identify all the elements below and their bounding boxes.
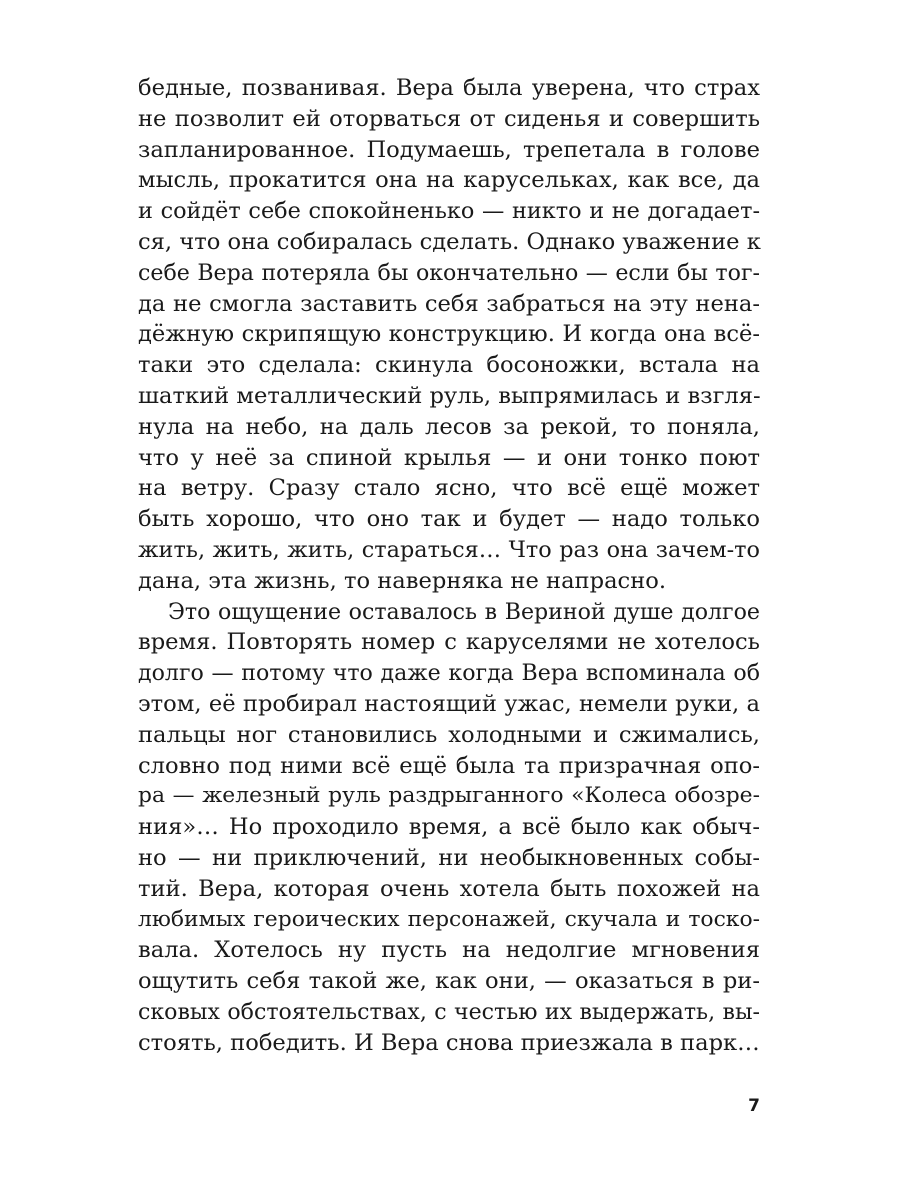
text-line: ра — железный руль раздрыганного «Колеса обозре- xyxy=(138,783,760,809)
text-line: но — ни приключений, ни необыкновенных собы- xyxy=(138,844,760,871)
text-line: долго — потому что даже когда Вера вспоминала об xyxy=(138,660,760,687)
text-line: что у неё за спиной крылья — и они тонко поют xyxy=(138,444,760,471)
page-number: 7 xyxy=(748,1096,760,1116)
text-line: быть хорошо, что оно так и будет — надо только xyxy=(138,506,760,533)
text-line: мысль, прокатится она на карусельках, как все, да xyxy=(138,167,760,194)
text-line: и сойдёт себе спокойненько — никто и не догадает- xyxy=(138,198,760,225)
text-line: шаткий металлический руль, выпрямилась и взгля- xyxy=(138,382,761,409)
text-line: себе Вера потеряла бы окончательно — если бы тог- xyxy=(138,259,760,286)
text-line: запланированное. Подумаешь, трепетала в голове xyxy=(138,136,760,163)
text-line: жить, жить, жить, стараться… Что раз она зачем-то xyxy=(138,536,760,563)
text-line: стоять, победить. И Вера снова приезжала в парк… xyxy=(138,1029,760,1056)
paragraph-2 xyxy=(138,597,760,1059)
text-line: дана, эта жизнь, то наверняка не напрасно. xyxy=(138,567,667,594)
body-text xyxy=(138,73,760,1059)
text-line: пальцы ног становились холодными и сжимались, xyxy=(138,721,760,748)
text-line: бедные, позванивая. Вера была уверена, что страх xyxy=(138,75,760,101)
text-line: да не смогла заставить себя забраться на эту нена- xyxy=(138,290,760,317)
text-line: Это ощущение оставалось в Вериной душе долгое xyxy=(168,598,760,625)
text-line: ощутить себя такой же, как они, — оказаться в ри- xyxy=(138,968,760,995)
text-line: ся, что она собиралась сделать. Однако уважение к xyxy=(138,228,761,255)
text-line: таки это сделала: скинула босоножки, встала на xyxy=(138,352,760,379)
text-line: тий. Вера, которая очень хотела быть похожей на xyxy=(138,875,760,902)
paragraph-1 xyxy=(138,73,760,597)
text-line: на ветру. Сразу стало ясно, что всё ещё может xyxy=(138,475,760,502)
text-line: дёжную скрипящую конструкцию. И когда она всё- xyxy=(138,321,760,348)
text-line: любимых героических персонажей, скучала и тоско- xyxy=(138,906,760,932)
text-line: ния»… Но проходило время, а всё было как обыч- xyxy=(138,814,760,841)
text-line: сковых обстоятельствах, с честью их выдержать, вы- xyxy=(138,998,760,1025)
text-line: этом, её пробирал настоящий ужас, немели руки, а xyxy=(138,690,760,717)
text-line: не позволит ей оторваться от сиденья и совершить xyxy=(138,105,760,132)
text-line: время. Повторять номер с каруселями не хотелось xyxy=(138,629,760,656)
text-line: словно под ними всё ещё была та призрачная опо- xyxy=(138,752,760,779)
text-line: вала. Хотелось ну пусть на недолгие мгновения xyxy=(138,937,760,964)
text-line: нула на небо, на даль лесов за рекой, то поняла, xyxy=(138,413,760,440)
